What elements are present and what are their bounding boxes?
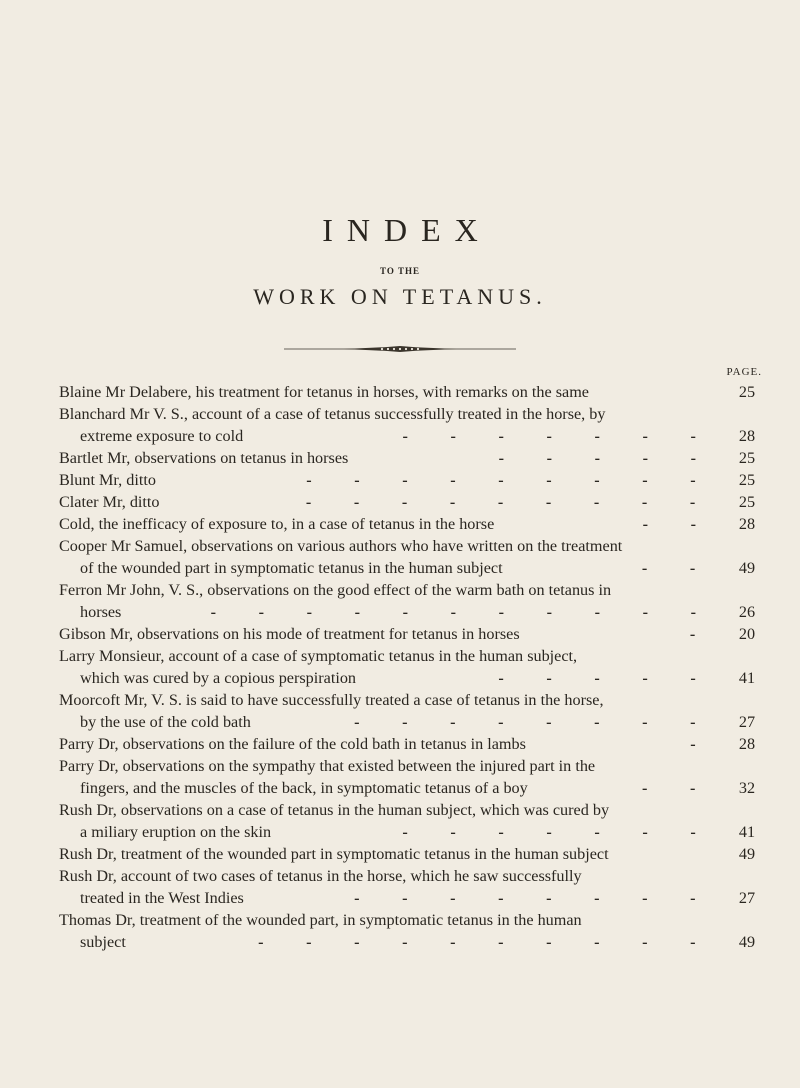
- index-entry: [59, 447, 769, 469]
- entry-text-line: [59, 535, 769, 557]
- page-number: 32: [738, 779, 756, 797]
- index-entry: [59, 491, 769, 513]
- dot-leaders: -: [689, 625, 696, 643]
- index-to-the: TO THE: [380, 266, 420, 276]
- entry-text-line: [59, 403, 769, 425]
- entry-text: horses: [80, 603, 122, 621]
- page-number: 20: [738, 625, 756, 643]
- entry-text: by the use of the cold bath: [80, 713, 251, 731]
- entry-text-line: [59, 777, 769, 799]
- entry-text-line: [59, 711, 769, 733]
- entry-text-line: [59, 931, 769, 953]
- entry-text-line: [59, 799, 769, 821]
- index-entry: [59, 733, 769, 755]
- index-entry: [59, 513, 769, 535]
- entry-text-line: [59, 689, 769, 711]
- index-entry: [59, 645, 769, 689]
- entry-text: fingers, and the muscles of the back, in symptomatic tetanus of a boy: [80, 779, 528, 797]
- dot-leaders: - - - - -: [498, 449, 697, 467]
- entry-text: Rush Dr, account of two cases of tetanus in the horse, which he saw successfully: [59, 867, 582, 885]
- index-entry: [59, 843, 769, 865]
- page-number: 26: [738, 603, 756, 621]
- index-entry: [59, 909, 769, 953]
- entry-text: Larry Monsieur, account of a case of symptomatic tetanus in the human subject,: [59, 647, 578, 665]
- entry-text-line: [59, 601, 769, 623]
- entry-text: Blaine Mr Delabere, his treatment for tetanus in horses, with remarks on the same: [59, 383, 589, 401]
- page-number: 49: [738, 933, 756, 951]
- entry-text-line: [59, 513, 769, 535]
- page-number: 28: [738, 427, 756, 445]
- entry-text-line: [59, 491, 769, 513]
- index-entry: [59, 579, 769, 623]
- entry-text-line: [59, 667, 769, 689]
- entry-text: Gibson Mr, observations on his mode of treatment for tetanus in horses: [59, 625, 520, 643]
- entry-text-line: [59, 887, 769, 909]
- entry-text: Cooper Mr Samuel, observations on various authors who have written on the treatment: [59, 537, 623, 555]
- dot-leaders: - - - - - - -: [402, 427, 696, 445]
- entry-text: Parry Dr, observations on the failure of the cold bath in tetanus in lambs: [59, 735, 526, 753]
- index-entry: [59, 865, 769, 909]
- index-entry: [59, 799, 769, 843]
- index-subtitle: WORK ON TETANUS.: [253, 284, 547, 309]
- page-number: 27: [738, 889, 756, 907]
- index-entry: [59, 403, 769, 447]
- dot-leaders: - - - - - - - - -: [306, 471, 696, 489]
- dot-leaders: - - - - - - - -: [354, 713, 696, 731]
- page-number: 25: [738, 383, 756, 401]
- entry-text-line: [59, 447, 769, 469]
- entry-text: Rush Dr, observations on a case of tetanus in the human subject, which was cured by: [59, 801, 610, 819]
- page-number: 28: [738, 515, 756, 533]
- entry-text: Ferron Mr John, V. S., observations on the good effect of the warm bath on tetanus in: [59, 581, 612, 599]
- entry-text: Bartlet Mr, observations on tetanus in horses: [59, 449, 349, 467]
- entry-text: of the wounded part in symptomatic tetanus in the human subject: [80, 559, 503, 577]
- page-number: 25: [738, 471, 756, 489]
- entry-text: Rush Dr, treatment of the wounded part in symptomatic tetanus in the human subject: [59, 845, 609, 863]
- index-entry: [59, 535, 769, 579]
- entry-text-line: [59, 623, 769, 645]
- dot-leaders: - -: [641, 559, 696, 577]
- dot-leaders: - - - - - - - - - -: [258, 933, 696, 951]
- dot-leaders: - -: [642, 779, 696, 797]
- entry-text: Thomas Dr, treatment of the wounded part, in symptomatic tetanus in the human: [59, 911, 582, 929]
- page-number: 41: [738, 823, 756, 841]
- entry-text-line: [59, 381, 769, 403]
- entry-text-line: [59, 469, 769, 491]
- index-title: INDEX: [322, 212, 492, 248]
- entry-text: Clater Mr, ditto: [59, 493, 160, 511]
- dot-leaders: - - - - -: [498, 669, 696, 687]
- index-entry: [59, 381, 769, 403]
- page-number: 27: [738, 713, 756, 731]
- dot-leaders: - -: [642, 515, 696, 533]
- index-entry: [59, 755, 769, 799]
- entry-text-line: [59, 579, 769, 601]
- page-number: 28: [738, 735, 756, 753]
- dot-leaders: -: [690, 735, 696, 753]
- dot-leaders: - - - - - - - - - - -: [210, 603, 697, 621]
- entry-text: subject: [80, 933, 126, 951]
- index-entry: [59, 623, 769, 645]
- page-column-header: PAGE.: [726, 366, 762, 378]
- entry-text-line: [59, 733, 769, 755]
- entry-text: Blanchard Mr V. S., account of a case of tetanus successfully treated in the horse, by: [59, 405, 606, 423]
- index-entries: [59, 381, 769, 953]
- page-number: 49: [738, 559, 756, 577]
- entry-text: Cold, the inefficacy of exposure to, in a case of tetanus in the horse: [59, 515, 495, 533]
- entry-text: Parry Dr, observations on the sympathy that existed between the injured part in the: [59, 757, 596, 775]
- entry-text-line: [59, 821, 769, 843]
- entry-text: extreme exposure to cold: [80, 427, 244, 445]
- index-entry: [59, 469, 769, 491]
- page-number: 49: [738, 845, 756, 863]
- entry-text: Blunt Mr, ditto: [59, 471, 156, 489]
- entry-text-line: [59, 425, 769, 447]
- entry-text: Moorcoft Mr, V. S. is said to have successfully treated a case of tetanus in the horse,: [59, 691, 604, 709]
- dot-leaders: - - - - - - -: [402, 823, 696, 841]
- entry-text-line: [59, 755, 769, 777]
- page-number: 25: [738, 449, 756, 467]
- entry-text: treated in the West Indies: [80, 889, 244, 907]
- dot-leaders: - - - - - - - -: [354, 889, 696, 907]
- entry-text-line: [59, 865, 769, 887]
- entry-text: which was cured by a copious perspiration: [80, 669, 357, 687]
- entry-text-line: [59, 909, 769, 931]
- page-number: 25: [738, 493, 756, 511]
- entry-text-line: [59, 557, 769, 579]
- index-entry: [59, 689, 769, 733]
- page-number: 41: [738, 669, 756, 687]
- entry-text-line: [59, 645, 769, 667]
- entry-text-line: [59, 843, 769, 865]
- dot-leaders: - - - - - - - - -: [305, 493, 696, 511]
- ornament-rule-icon: [284, 344, 516, 354]
- entry-text: a miliary eruption on the skin: [80, 823, 272, 841]
